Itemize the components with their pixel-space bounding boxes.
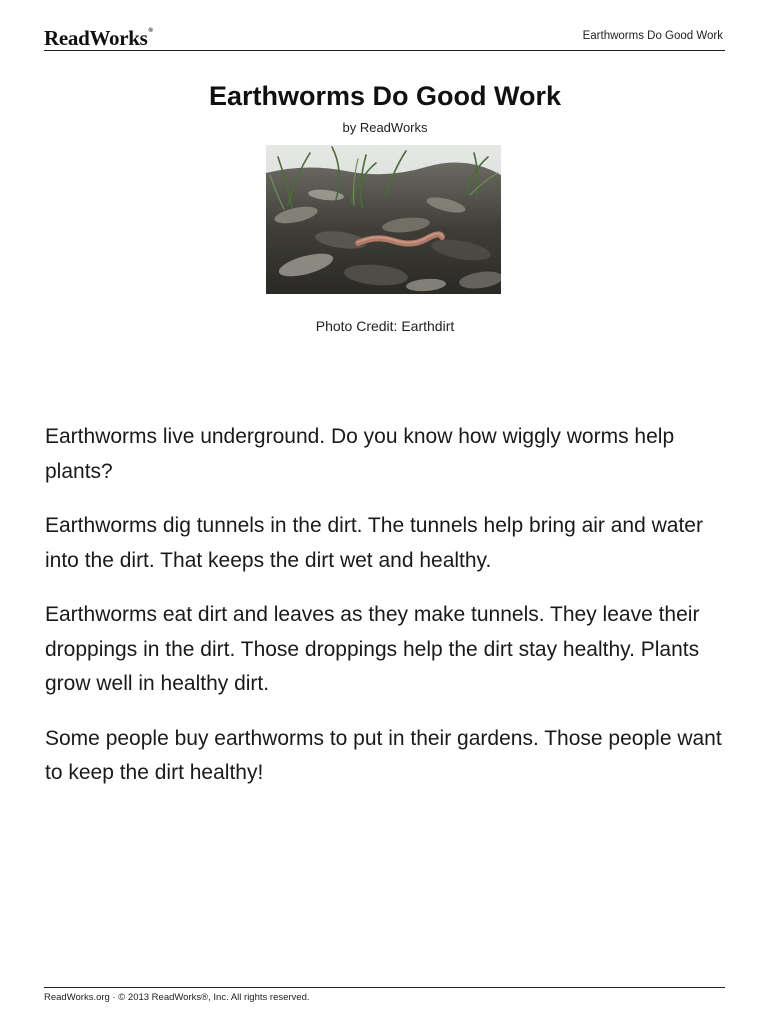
- paragraph: Earthworms live underground. Do you know how wiggly worms help plants?: [45, 425, 675, 483]
- logo-registered-mark: ®: [148, 28, 153, 34]
- paragraph: Earthworms dig tunnels in the dirt. The tunnels help bring air and water into the dirt. That keeps the dirt wet and healthy.: [45, 514, 703, 572]
- paragraph: Some people buy earthworms to put in their gardens. Those people want to keep the dirt healthy!: [45, 726, 722, 784]
- paragraph: Earthworms eat dirt and leaves as they make tunnels. They leave their droppings in the dirt. Those droppings help the dirt stay healthy. Plants grow well in healthy dirt.: [45, 603, 700, 695]
- earthworm-photo: [266, 145, 501, 294]
- logo-text: ReadWorks: [44, 26, 148, 50]
- article-body: [45, 420, 730, 811]
- article-byline: by ReadWorks: [342, 120, 428, 135]
- page-footer: ReadWorks.org · © 2013 ReadWorks®, Inc. All rights reserved.: [44, 987, 725, 1003]
- photo-credit: Photo Credit: Earthdirt: [315, 318, 455, 334]
- running-title: Earthworms Do Good Work: [582, 30, 723, 42]
- page-header: [44, 22, 725, 51]
- readworks-logo: [44, 26, 153, 51]
- article-title: Earthworms Do Good Work: [208, 81, 562, 111]
